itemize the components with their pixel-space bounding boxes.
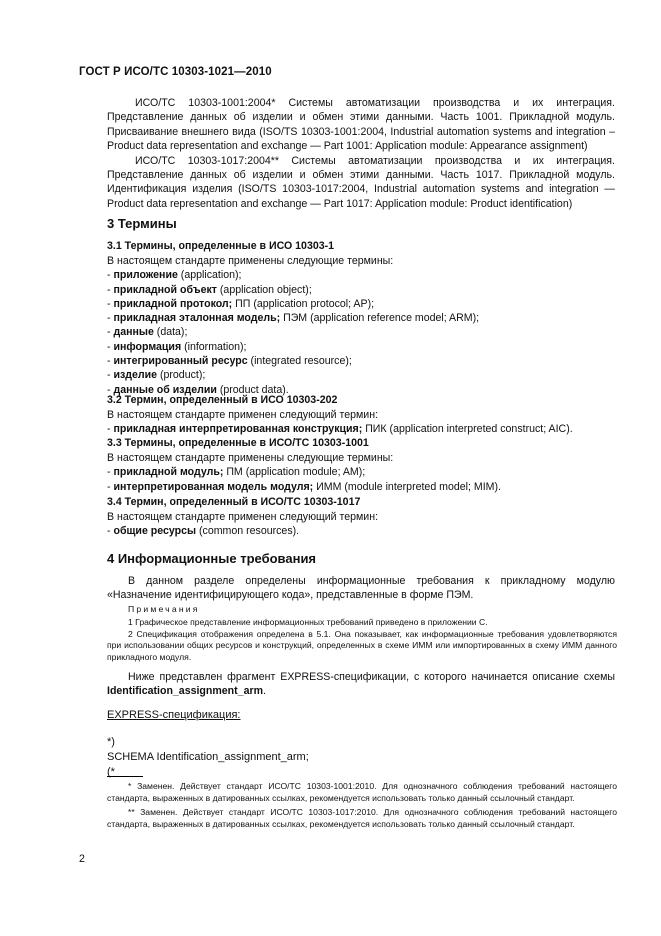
note-2: 2 Спецификация отображения определена в 5.1. Она показывает, как информационные требования удовлетворяются при использовании общих ресурсов и конструкций, определенных в схеме ИММ или импортированных в схему ИММ данного прикладного модуля. xyxy=(107,628,617,662)
term-item: - приложение (application); xyxy=(107,269,242,282)
subsection-3-3-title: 3.3 Термины, определенные в ИСО/ТС 10303-1001 xyxy=(107,437,369,449)
subsection-3-2-intro: В настоящем стандарте применен следующий термин: xyxy=(107,409,379,421)
subsection-3-4-intro: В настоящем стандарте применен следующий термин: xyxy=(107,511,379,523)
term-item: - прикладной объект (application object); xyxy=(107,283,312,296)
subsection-3-1-intro: В настоящем стандарте применены следующие термины: xyxy=(107,255,394,267)
subsection-3-4-body xyxy=(107,510,622,539)
term-item: - прикладная интерпретированная конструкция; ПИК (application interpreted construct; AIC). xyxy=(107,423,573,436)
notes-title: Примечания xyxy=(128,604,200,614)
term-item: - изделие (product); xyxy=(107,369,206,382)
term-item: - данные (data); xyxy=(107,326,188,339)
subsection-3-2-body xyxy=(107,408,622,437)
footnote-1: * Заменен. Действует стандарт ИСО/ТС 10303-1001:2010. Для однозначного соблюдения требований настоящего стандарта, выраженных в датированных ссылках, рекомендуется использовать только данный ссылочный стандарт. xyxy=(107,781,617,803)
express-code xyxy=(107,735,309,780)
express-label: EXPRESS-спецификация: xyxy=(107,709,241,721)
subsection-3-1-body xyxy=(107,254,622,397)
subsection-3-1-title: 3.1 Термины, определенные в ИСО 10303-1 xyxy=(107,240,335,252)
subsection-3-3-intro: В настоящем стандарте применены следующие термины: xyxy=(107,452,394,464)
term-item: - прикладной протокол; ПП (application protocol; AP); xyxy=(107,297,375,310)
subsection-3-2-title: 3.2 Термин, определенный в ИСО 10303-202 xyxy=(107,394,338,406)
reference-1001: ИСО/ТС 10303-1001:2004* Системы автоматизации производства и их интеграция. Представление данных об изделии и обмен этими данными. Часть 1001. Прикладной модуль. Присваивание внешнего вида (ISO/TS 10303-1001:2004, Industrial automation systems and integration – Product data representation and exchange — Part 1001: Application module: Appearance assignment) xyxy=(107,97,615,153)
reference-1017: ИСО/ТС 10303-1017:2004** Системы автоматизации производства и их интеграция. Представление данных об изделии и обмен этими данными. Часть 1017. Прикладной модуль. Идентификация изделия (ISO/TS 10303-1017:2004, Industrial automation systems and integration — Product data representation and exchange — Part 1017: Application module: Product identification) xyxy=(107,154,615,210)
page-number: 2 xyxy=(79,853,85,865)
term-item: - интерпретированная модель модуля; ИММ (module interpreted model; MIM). xyxy=(107,480,501,493)
term-item: - прикладной модуль; ПМ (application module; AM); xyxy=(107,466,366,479)
section-4-intro: В данном разделе определены информационные требования к прикладному модулю «Назначение идентифицирующего кода», представленные в форме ПЭМ. xyxy=(107,575,615,602)
section-3-title: 3 Термины xyxy=(107,216,177,231)
term-item: - информация (information); xyxy=(107,340,247,353)
document-header: ГОСТ Р ИСО/ТС 10303-1021—2010 xyxy=(79,66,272,78)
notes xyxy=(107,617,617,663)
term-item: - общие ресурсы (common resources). xyxy=(107,525,300,538)
code-line: *) xyxy=(107,736,115,748)
code-line: (* xyxy=(107,766,115,778)
term-item: - прикладная эталонная модель; ПЭМ (application reference model; ARM); xyxy=(107,312,480,325)
footnote-2: ** Заменен. Действует стандарт ИСО/ТС 10303-1017:2010. Для однозначного соблюдения требований настоящего стандарта, выраженных в датированных ссылках, рекомендуется использовать только данный ссылочный стандарт. xyxy=(107,807,617,829)
code-line: SCHEMA Identification_assignment_arm; xyxy=(107,751,309,763)
footnotes xyxy=(107,781,617,833)
express-intro: Ниже представлен фрагмент EXPRESS-спецификации, с которого начинается описание схемы Identification_assignment_arm. xyxy=(107,671,615,698)
section-4-title: 4 Информационные требования xyxy=(107,551,317,566)
subsection-3-3-body xyxy=(107,451,622,494)
subsection-3-4-title: 3.4 Термин, определенный в ИСО/ТС 10303-1017 xyxy=(107,496,361,508)
normative-references xyxy=(107,96,615,211)
footnote-separator xyxy=(107,776,143,777)
term-item: - данные об изделии (product data). xyxy=(107,383,289,396)
note-1: 1 Графическое представление информационных требований приведено в приложении С. xyxy=(128,617,488,627)
term-item: - интегрированный ресурс (integrated resource); xyxy=(107,355,352,368)
